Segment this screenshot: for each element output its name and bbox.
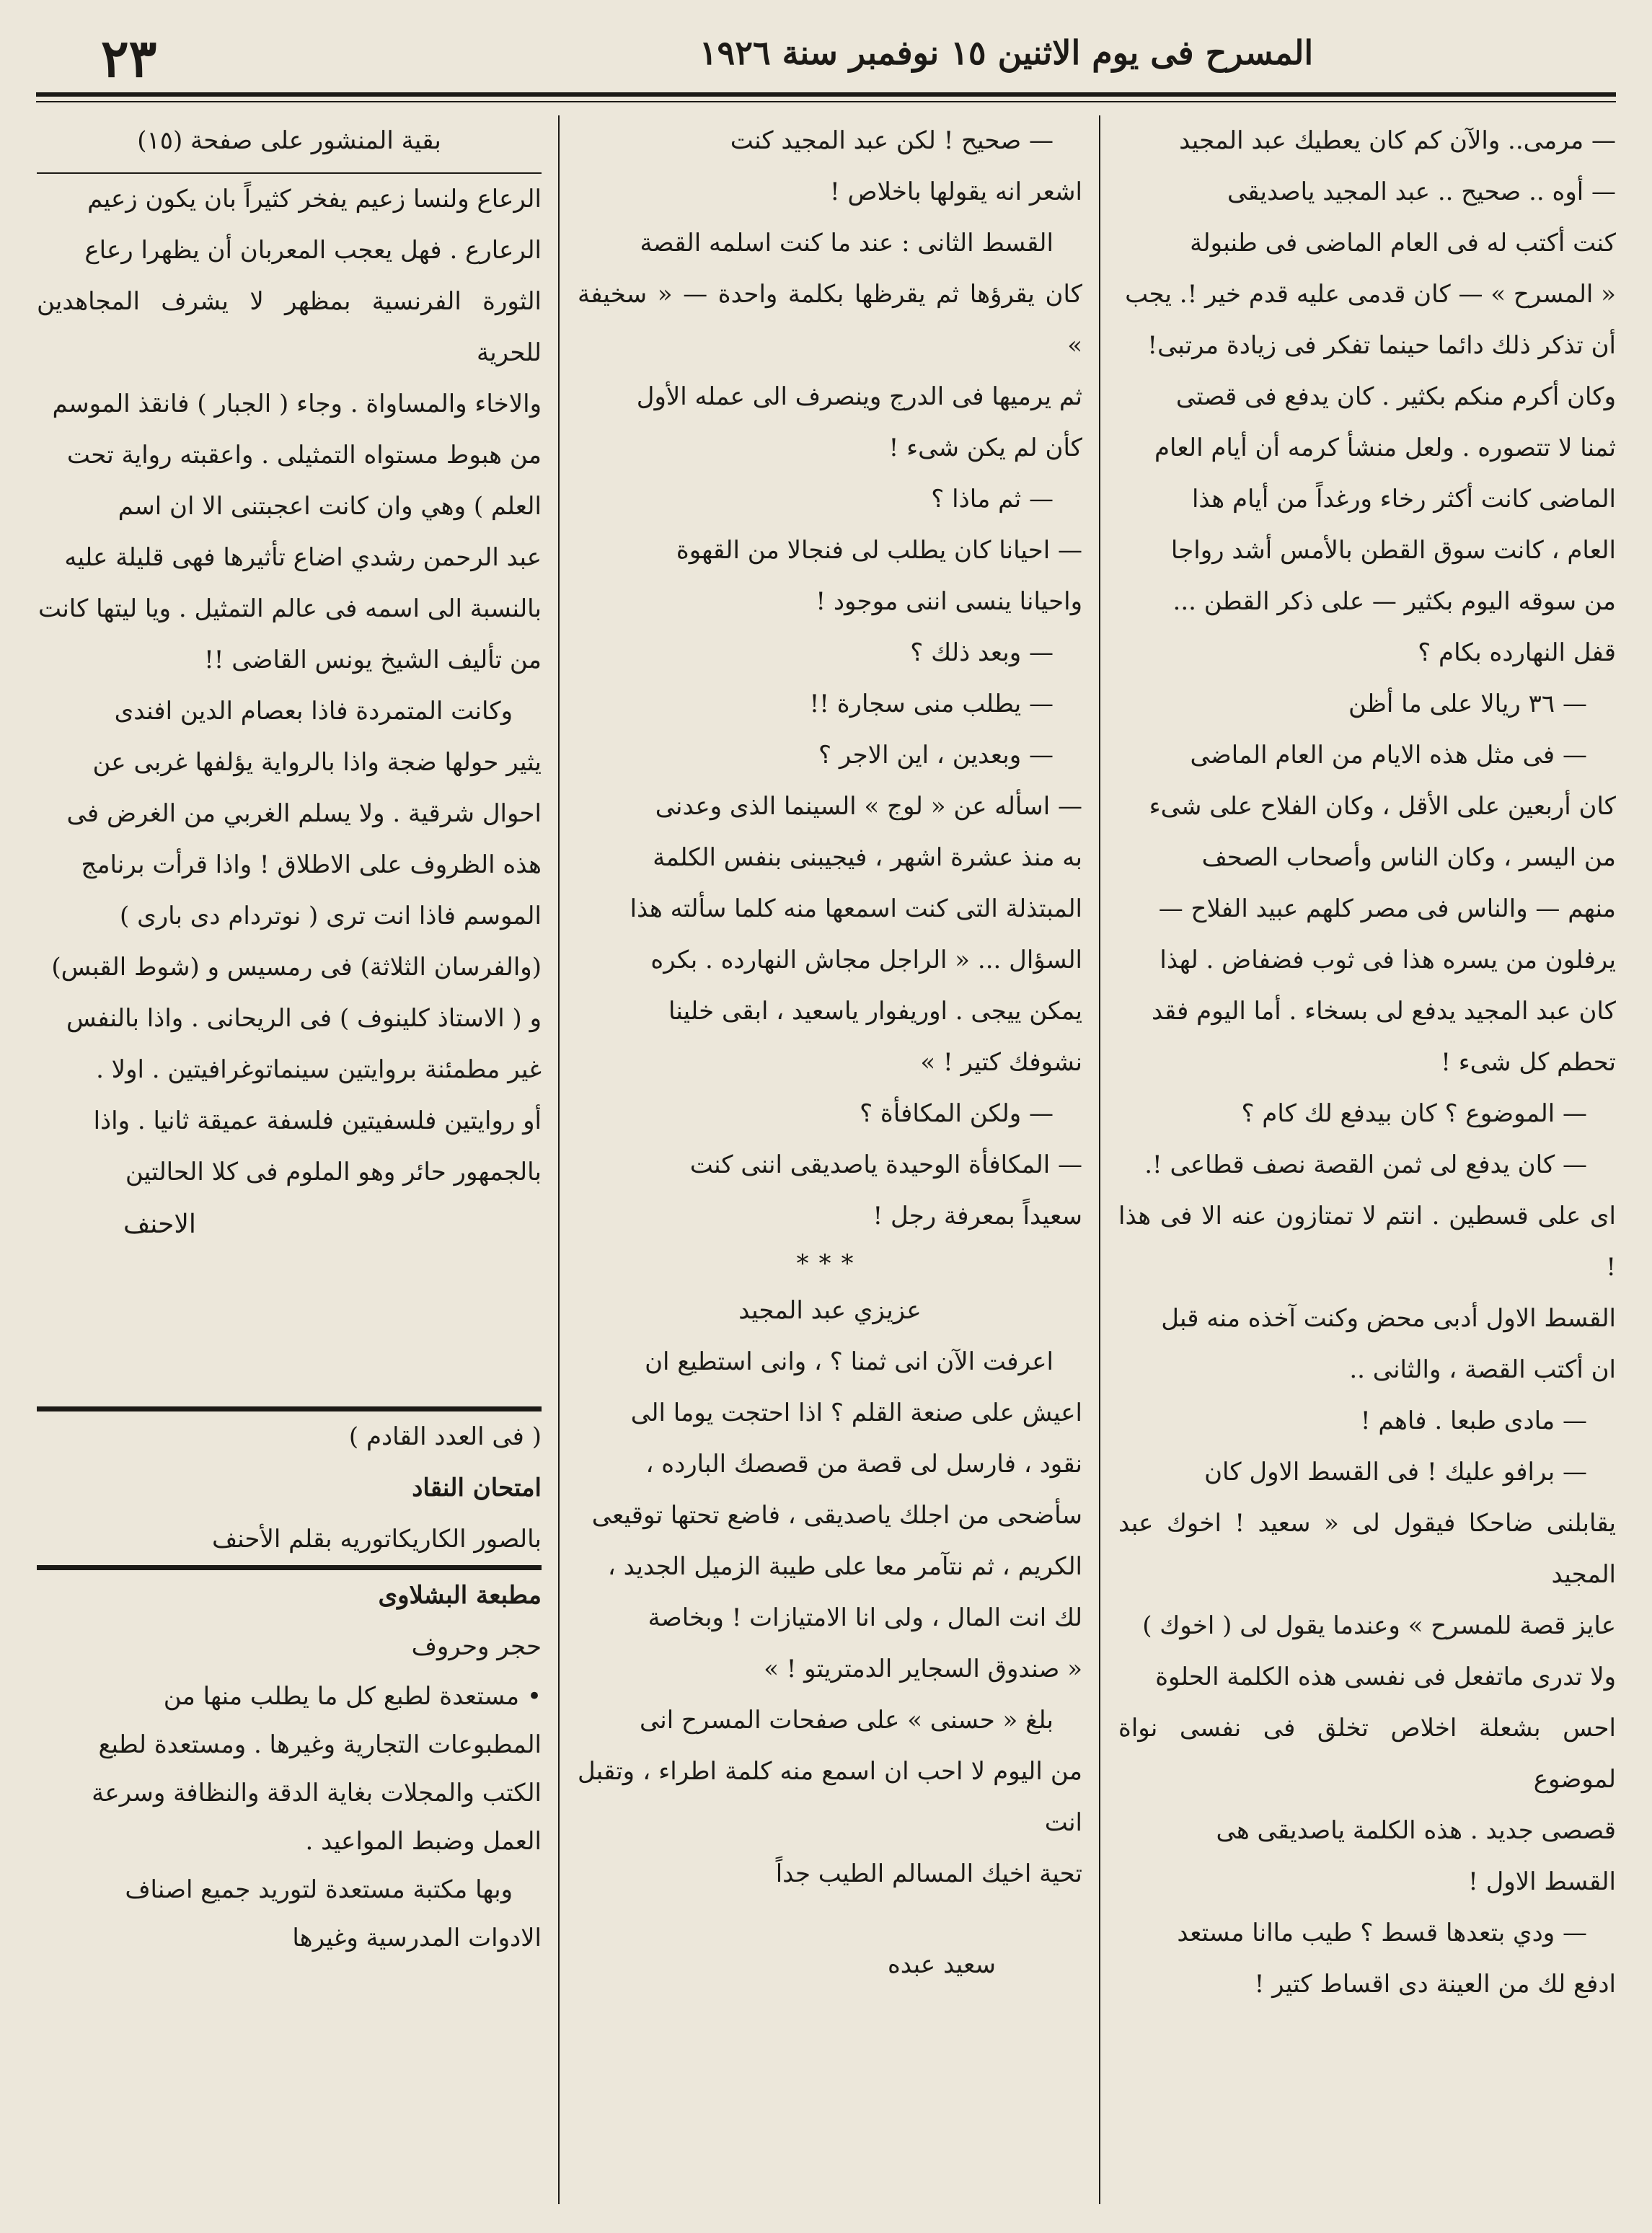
text-line: الثورة الفرنسية بمظهر لا يشرف المجاهدين للحرية xyxy=(37,287,542,367)
text-line: — برافو عليك ! فى القسط الاول كان xyxy=(1204,1458,1587,1487)
text-line: يقابلنى ضاحكا فيقول لى « سعيد ! اخوك عبد المجيد xyxy=(1118,1509,1616,1589)
announcement-rule xyxy=(37,1565,542,1570)
text-line: — يطلب منى سجارة !! xyxy=(809,690,1054,718)
letter-salutation: عزيزي عبد المجيد xyxy=(738,1296,922,1325)
text-line: وكانت المتمردة فاذا بعصام الدين افندى xyxy=(114,697,513,726)
header-rule-thin xyxy=(36,101,1616,102)
text-line: به منذ عشرة اشهر ، فيجيبنى بنفس الكلمة xyxy=(653,843,1082,872)
section-separator: *** xyxy=(796,1249,864,1278)
text-line: هذه الظروف على الاطلاق ! واذا قرأت برنامج xyxy=(81,850,542,879)
text-line: القسط الاول أدبى محض وكنت آخذه منه قبل xyxy=(1161,1304,1616,1333)
announcement-box xyxy=(37,1406,542,1963)
text-line: — أوه .. صحيح .. عبد المجيد ياصديقى xyxy=(1227,177,1616,206)
text-line: من هبوط مستواه التمثيلى . واعقبته رواية تحت xyxy=(66,441,542,470)
text-line: اشعر انه يقولها باخلاص ! xyxy=(830,177,1082,206)
press-ad-body xyxy=(37,1673,542,1963)
text-line: نقود ، فارسل لى قصة من قصصك البارده ، xyxy=(645,1450,1082,1479)
header-rule xyxy=(36,92,1616,97)
text-line: عبد الرحمن رشدي اضاع تأثيرها فهى قليلة عليه xyxy=(64,543,542,572)
text-line: — ولكن المكافأة ؟ xyxy=(860,1099,1054,1128)
text-line: كأن لم يكن شىء ! xyxy=(888,433,1082,462)
text-line: واحيانا ينسى اننى موجود ! xyxy=(816,587,1082,616)
text-line: سعيداً بمعرفة رجل ! xyxy=(873,1202,1082,1230)
text-line: ثمنا لا تتصوره . ولعل منشأ كرمه أن أيام العام xyxy=(1154,433,1616,462)
text-line: وبها مكتبة مستعدة لتوريد جميع اصناف xyxy=(125,1875,513,1904)
column-divider xyxy=(1099,115,1100,2204)
text-line: الموسم فاذا انت ترى ( نوتردام دى بارى ) xyxy=(120,902,542,930)
text-line: — مادى طبعا . فاهم ! xyxy=(1360,1406,1587,1435)
text-line: يرفلون من يسره هذا فى ثوب فضفاض . لهذا xyxy=(1160,946,1616,974)
text-line: غير مطمئنة بروايتين سينماتوغرافيتين . اولا . xyxy=(96,1055,542,1084)
text-line: الكتب والمجلات بغاية الدقة والنظافة وسرعة xyxy=(92,1779,542,1807)
announcement-rule xyxy=(37,1406,542,1411)
column-divider xyxy=(558,115,560,2204)
text-line: — اسأله عن « لوج » السينما الذى وعدنى xyxy=(655,792,1082,821)
text-line: اى على قسطين . انتم لا تمتازون عنه الا فى هذا ! xyxy=(1118,1202,1616,1282)
text-line: بلغ « حسنى » على صفحات المسرح انى xyxy=(639,1706,1054,1735)
text-line: تحية اخيك المسالم الطيب جداً xyxy=(775,1859,1082,1888)
text-line: القسط الثانى : عند ما كنت اسلمه القصة xyxy=(640,229,1054,257)
text-line: الماضى كانت أكثر رخاء ورغداً من أيام هذا xyxy=(1191,485,1616,514)
text-line: تحطم كل شىء ! xyxy=(1441,1048,1616,1077)
announcement-title: امتحان النقاد xyxy=(412,1474,542,1502)
text-line: — ٣٦ ريالا على ما أظن xyxy=(1348,690,1587,718)
text-line: — احيانا كان يطلب لى فنجالا من القهوة xyxy=(676,536,1082,565)
article-column-middle xyxy=(578,115,1082,2204)
text-line: — المكافأة الوحيدة ياصديقى اننى كنت xyxy=(689,1150,1082,1179)
running-title: المسرح فى يوم الاثنين ١٥ نوفمبر سنة ١٩٢٦ xyxy=(699,33,1314,72)
text-line: قصصى جديد . هذه الكلمة ياصديقى هى xyxy=(1216,1816,1616,1845)
text-line: منهم — والناس فى مصر كلهم عبيد الفلاح — xyxy=(1158,894,1616,923)
text-line: — مرمى.. والآن كم كان يعطيك عبد المجيد xyxy=(1179,126,1616,155)
continuation-heading: بقية المنشور على صفحة (١٥) xyxy=(37,115,542,174)
article-column-left xyxy=(37,115,542,2204)
text-line: — فى مثل هذه الايام من العام الماضى xyxy=(1190,741,1587,770)
announcement-subtitle: بالصور الكاريكاتوريه بقلم الأحنف xyxy=(211,1525,542,1554)
text-line: عايز قصة للمسرح » وعندما يقول لى ( اخوك ) xyxy=(1142,1611,1616,1640)
author-signature: سعيد عبده xyxy=(887,1950,996,1979)
text-line: من سوقه اليوم بكثير — على ذكر القطن ... xyxy=(1172,587,1616,616)
text-line: أن تذكر ذلك دائما حينما تفكر فى زيادة مرتبى! xyxy=(1147,331,1616,360)
text-line: ثم يرميها فى الدرج وينصرف الى عمله الأول xyxy=(636,382,1082,411)
page-number: ٢٣ xyxy=(101,27,157,89)
text-line: ادفع لك من العينة دى اقساط كتير ! xyxy=(1254,1970,1616,1999)
text-line: « المسرح » — كان قدمى عليه قدم خير !. يجب xyxy=(1125,280,1616,309)
text-line: اعيش على صنعة القلم ؟ اذا احتجت يوما الى xyxy=(630,1399,1082,1427)
text-line: العلم ) وهي وان كانت اعجبتنى الا ان اسم xyxy=(118,492,542,521)
text-line: ان أكتب القصة ، والثانى .. xyxy=(1349,1355,1616,1384)
text-line: من اليوم لا احب ان اسمع منه كلمة اطراء ، وتقبل انت xyxy=(578,1757,1082,1837)
text-line: — الموضوع ؟ كان بيدفع لك كام ؟ xyxy=(1241,1099,1587,1128)
text-line: بالجمهور حائر وهو الملوم فى كلا الحالتين xyxy=(125,1158,542,1186)
text-line: وكان أكرم منكم بكثير . كان يدفع فى قصتى xyxy=(1175,382,1616,411)
text-line: اعرفت الآن انى ثمنا ؟ ، وانى استطيع ان xyxy=(645,1347,1054,1376)
text-line: قفل النهارده بكام ؟ xyxy=(1418,638,1616,667)
text-line: من اليسر ، وكان الناس وأصحاب الصحف xyxy=(1201,843,1616,872)
page-header xyxy=(36,20,1616,92)
text-line: لك انت المال ، ولى انا الامتيازات ! وبخاصة xyxy=(648,1603,1082,1632)
text-line: والاخاء والمساواة . وجاء ( الجبار ) فانقذ الموسم xyxy=(52,389,542,418)
text-line: السؤال ... « الراجل مجاش النهارده . بكره xyxy=(650,946,1082,974)
text-line: العمل وضبط المواعيد . xyxy=(305,1827,542,1856)
press-ad-title: مطبعة البشلاوى xyxy=(378,1581,542,1610)
text-line: الادوات المدرسية وغيرها xyxy=(292,1924,542,1952)
text-line: — ودي بتعدها قسط ؟ طيب ماانا مستعد xyxy=(1177,1919,1587,1947)
article-column-right xyxy=(1118,115,1616,2204)
text-line: العام ، كانت سوق القطن بالأمس أشد رواجا xyxy=(1170,536,1616,565)
text-line: الرعاع ولنسا زعيم يفخر كثيراً بان يكون زعيم xyxy=(87,185,542,213)
text-line: • مستعدة لطبع كل ما يطلب منها من xyxy=(163,1682,542,1711)
text-line: الكريم ، ثم نتآمر معا على طيبة الزميل الجديد ، xyxy=(607,1552,1082,1581)
text-line: — وبعد ذلك ؟ xyxy=(910,638,1054,667)
press-ad-tagline: حجر وحروف xyxy=(411,1632,542,1661)
text-line: يثير حولها ضجة واذا بالرواية يؤلفها غربى عن xyxy=(92,748,542,777)
text-line: — صحيح ! لكن عبد المجيد كنت xyxy=(730,126,1054,155)
text-line: أو روايتين فلسفيتين فلسفة عميقة ثانيا . واذا xyxy=(93,1106,542,1135)
text-line: من تأليف الشيخ يونس القاضى !! xyxy=(204,646,542,674)
text-line: — ثم ماذا ؟ xyxy=(931,485,1054,514)
text-line: كان عبد المجيد يدفع لى بسخاء . أما اليوم فقد xyxy=(1152,997,1616,1026)
text-line: (والفرسان الثلاثة) فى رمسيس و (شوط القبس) xyxy=(51,953,542,982)
announcement-kicker: ( فى العدد القادم ) xyxy=(348,1422,542,1451)
text-line: كان أربعين على الأقل ، وكان الفلاح على شىء xyxy=(1149,792,1616,821)
text-line: الرعارع . فهل يعجب المعربان أن يظهرا رعاع xyxy=(84,236,542,265)
text-line: كنت أكتب له فى العام الماضى فى طنبولة xyxy=(1190,229,1616,257)
text-line: يمكن ييجى . اوريفوار ياسعيد ، ابقى خلينا xyxy=(668,997,1082,1026)
text-line: « صندوق السجاير الدمتريتو ! » xyxy=(764,1655,1082,1683)
text-line: كان يقرؤها ثم يقرظها بكلمة واحدة — « سخيفة » xyxy=(578,280,1082,360)
text-line: و ( الاستاذ كلينوف ) فى الريحانى . واذا بالنفس xyxy=(66,1004,542,1033)
text-line: ولا تدرى ماتفعل فى نفسى هذه الكلمة الحلوة xyxy=(1155,1662,1616,1691)
text-line: احس بشعلة اخلاص تخلق فى نفسى نواة لموضوع xyxy=(1118,1714,1616,1794)
author-signature: الاحنف xyxy=(123,1210,196,1239)
text-line: بالنسبة الى اسمه فى عالم التمثيل . ويا ليتها كانت xyxy=(37,594,542,623)
text-line: المطبوعات التجارية وغيرها . ومستعدة لطبع xyxy=(98,1730,542,1759)
text-line: سأضحى من اجلك ياصديقى ، فاضع تحتها توقيعى xyxy=(591,1501,1082,1530)
text-line: المبتذلة التى كنت اسمعها منه كلما سألته هذا xyxy=(630,894,1082,923)
text-line: نشوفك كتير ! » xyxy=(920,1048,1082,1077)
text-line: احوال شرقية . ولا يسلم الغربي من الغرض فى xyxy=(66,799,542,828)
text-line: — كان يدفع لى ثمن القصة نصف قطاعى !. xyxy=(1144,1150,1587,1179)
text-line: — وبعدين ، اين الاجر ؟ xyxy=(818,741,1054,770)
text-line: القسط الاول ! xyxy=(1468,1867,1616,1896)
